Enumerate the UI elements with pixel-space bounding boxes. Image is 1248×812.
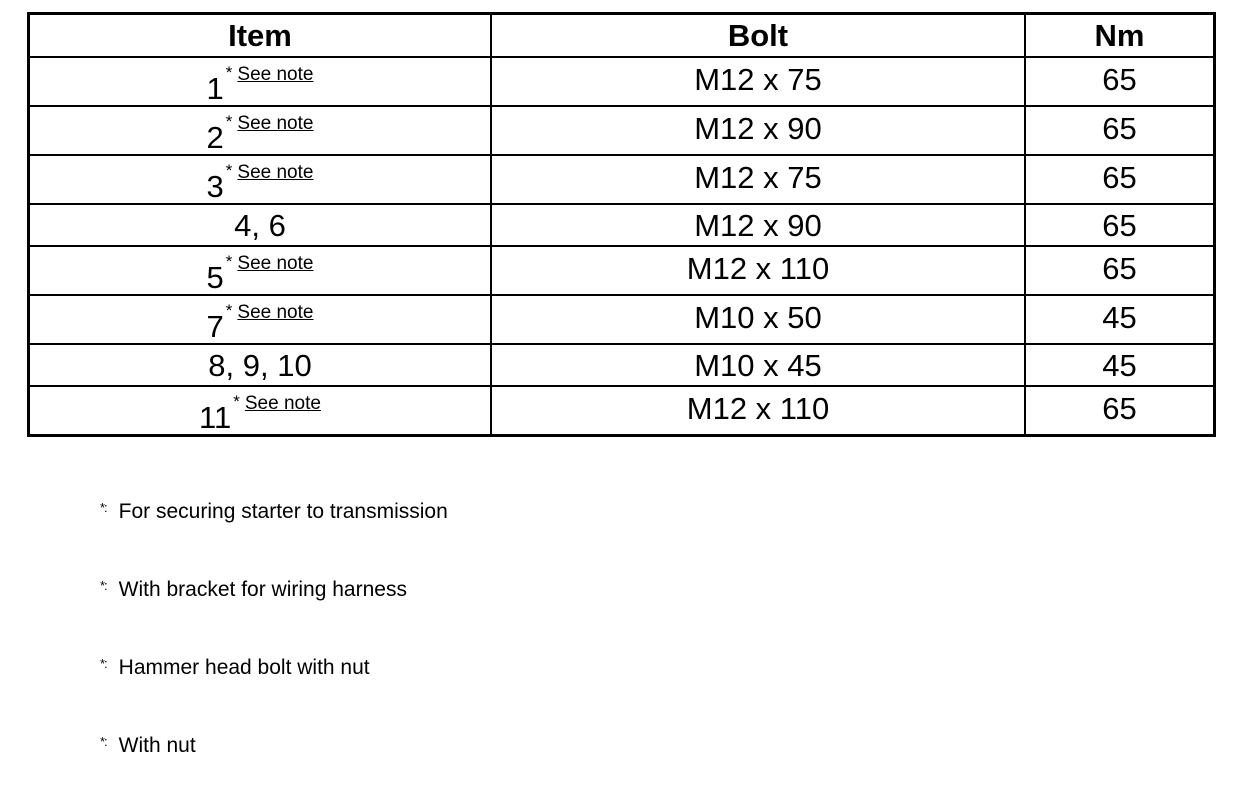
footnote-marker: *: <box>100 500 107 515</box>
see-note-link[interactable]: See note <box>244 392 321 414</box>
bolt-value: M12 x 90 <box>694 207 822 243</box>
bolt-value: M12 x 75 <box>694 160 822 195</box>
item-number: 2 <box>206 120 224 155</box>
footnote-marker: *: <box>100 734 107 749</box>
nm-value: 65 <box>1102 251 1137 286</box>
footnote-item <box>100 500 448 578</box>
asterisk: * <box>233 391 240 411</box>
nm-value: 45 <box>1102 300 1137 335</box>
item-number: 7 <box>206 309 224 344</box>
bolt-value: M12 x 110 <box>686 251 830 286</box>
nm-cell <box>1025 246 1215 295</box>
item-number: 8, 9, 10 <box>208 347 312 383</box>
footnote-text: For securing starter to transmission <box>118 500 448 523</box>
footnote-text: With bracket for wiring harness <box>118 578 407 601</box>
footnote-item <box>100 734 448 812</box>
footnote-text: Hammer head bolt with nut <box>118 656 370 679</box>
bolt-value: M12 x 75 <box>694 62 822 97</box>
see-note-link[interactable]: See note <box>237 113 314 134</box>
footnotes-list <box>100 500 448 812</box>
item-number: 5 <box>206 260 224 295</box>
nm-cell <box>1025 106 1215 155</box>
nm-value: 45 <box>1102 347 1137 383</box>
see-note-link[interactable]: See note <box>237 253 314 274</box>
asterisk: * <box>225 63 233 82</box>
bolt-value: M12 x 110 <box>686 390 830 426</box>
nm-cell <box>1025 155 1215 204</box>
footnote-text: With nut <box>118 734 196 757</box>
table-row <box>29 344 1215 386</box>
nm-cell <box>1025 386 1215 435</box>
header-nm: Nm <box>1025 14 1215 58</box>
nm-value: 65 <box>1102 390 1137 426</box>
item-cell <box>29 204 492 246</box>
nm-cell <box>1025 57 1215 106</box>
table-row <box>29 386 1215 435</box>
item-cell <box>29 344 492 386</box>
item-cell <box>29 295 492 344</box>
bolt-cell <box>491 295 1025 344</box>
item-cell <box>29 57 492 106</box>
asterisk: * <box>225 161 233 180</box>
nm-value: 65 <box>1102 62 1137 97</box>
footnote-marker: *: <box>100 578 107 593</box>
table-row <box>29 57 1215 106</box>
item-cell <box>29 386 492 435</box>
bolt-value: M12 x 90 <box>694 111 822 146</box>
table-header-row <box>29 14 1215 58</box>
bolt-cell <box>491 344 1025 386</box>
bolt-cell <box>491 204 1025 246</box>
header-item: Item <box>29 14 492 58</box>
asterisk: * <box>225 252 233 271</box>
table-row <box>29 155 1215 204</box>
see-note-link[interactable]: See note <box>237 162 314 183</box>
item-number: 1 <box>206 71 224 106</box>
nm-cell <box>1025 204 1215 246</box>
nm-value: 65 <box>1102 111 1137 146</box>
torque-table <box>27 12 1216 437</box>
item-number: 3 <box>206 169 224 204</box>
table-row <box>29 295 1215 344</box>
see-note-link[interactable]: See note <box>237 302 314 323</box>
nm-value: 65 <box>1102 160 1137 195</box>
table-row <box>29 246 1215 295</box>
item-cell <box>29 246 492 295</box>
nm-cell <box>1025 344 1215 386</box>
item-cell <box>29 106 492 155</box>
bolt-cell <box>491 57 1025 106</box>
item-number: 11 <box>199 399 232 435</box>
bolt-value: M10 x 45 <box>694 347 822 383</box>
footnote-marker: *: <box>100 656 107 671</box>
item-number: 4, 6 <box>234 207 286 243</box>
bolt-value: M10 x 50 <box>694 300 822 335</box>
header-bolt: Bolt <box>491 14 1025 58</box>
bolt-cell <box>491 106 1025 155</box>
bolt-cell <box>491 246 1025 295</box>
nm-cell <box>1025 295 1215 344</box>
nm-value: 65 <box>1102 207 1137 243</box>
asterisk: * <box>225 301 233 320</box>
footnote-item <box>100 656 448 734</box>
bolt-cell <box>491 386 1025 435</box>
bolt-cell <box>491 155 1025 204</box>
footnote-item <box>100 578 448 656</box>
asterisk: * <box>225 112 233 131</box>
table-row <box>29 204 1215 246</box>
table-row <box>29 106 1215 155</box>
see-note-link[interactable]: See note <box>237 64 314 85</box>
item-cell <box>29 155 492 204</box>
